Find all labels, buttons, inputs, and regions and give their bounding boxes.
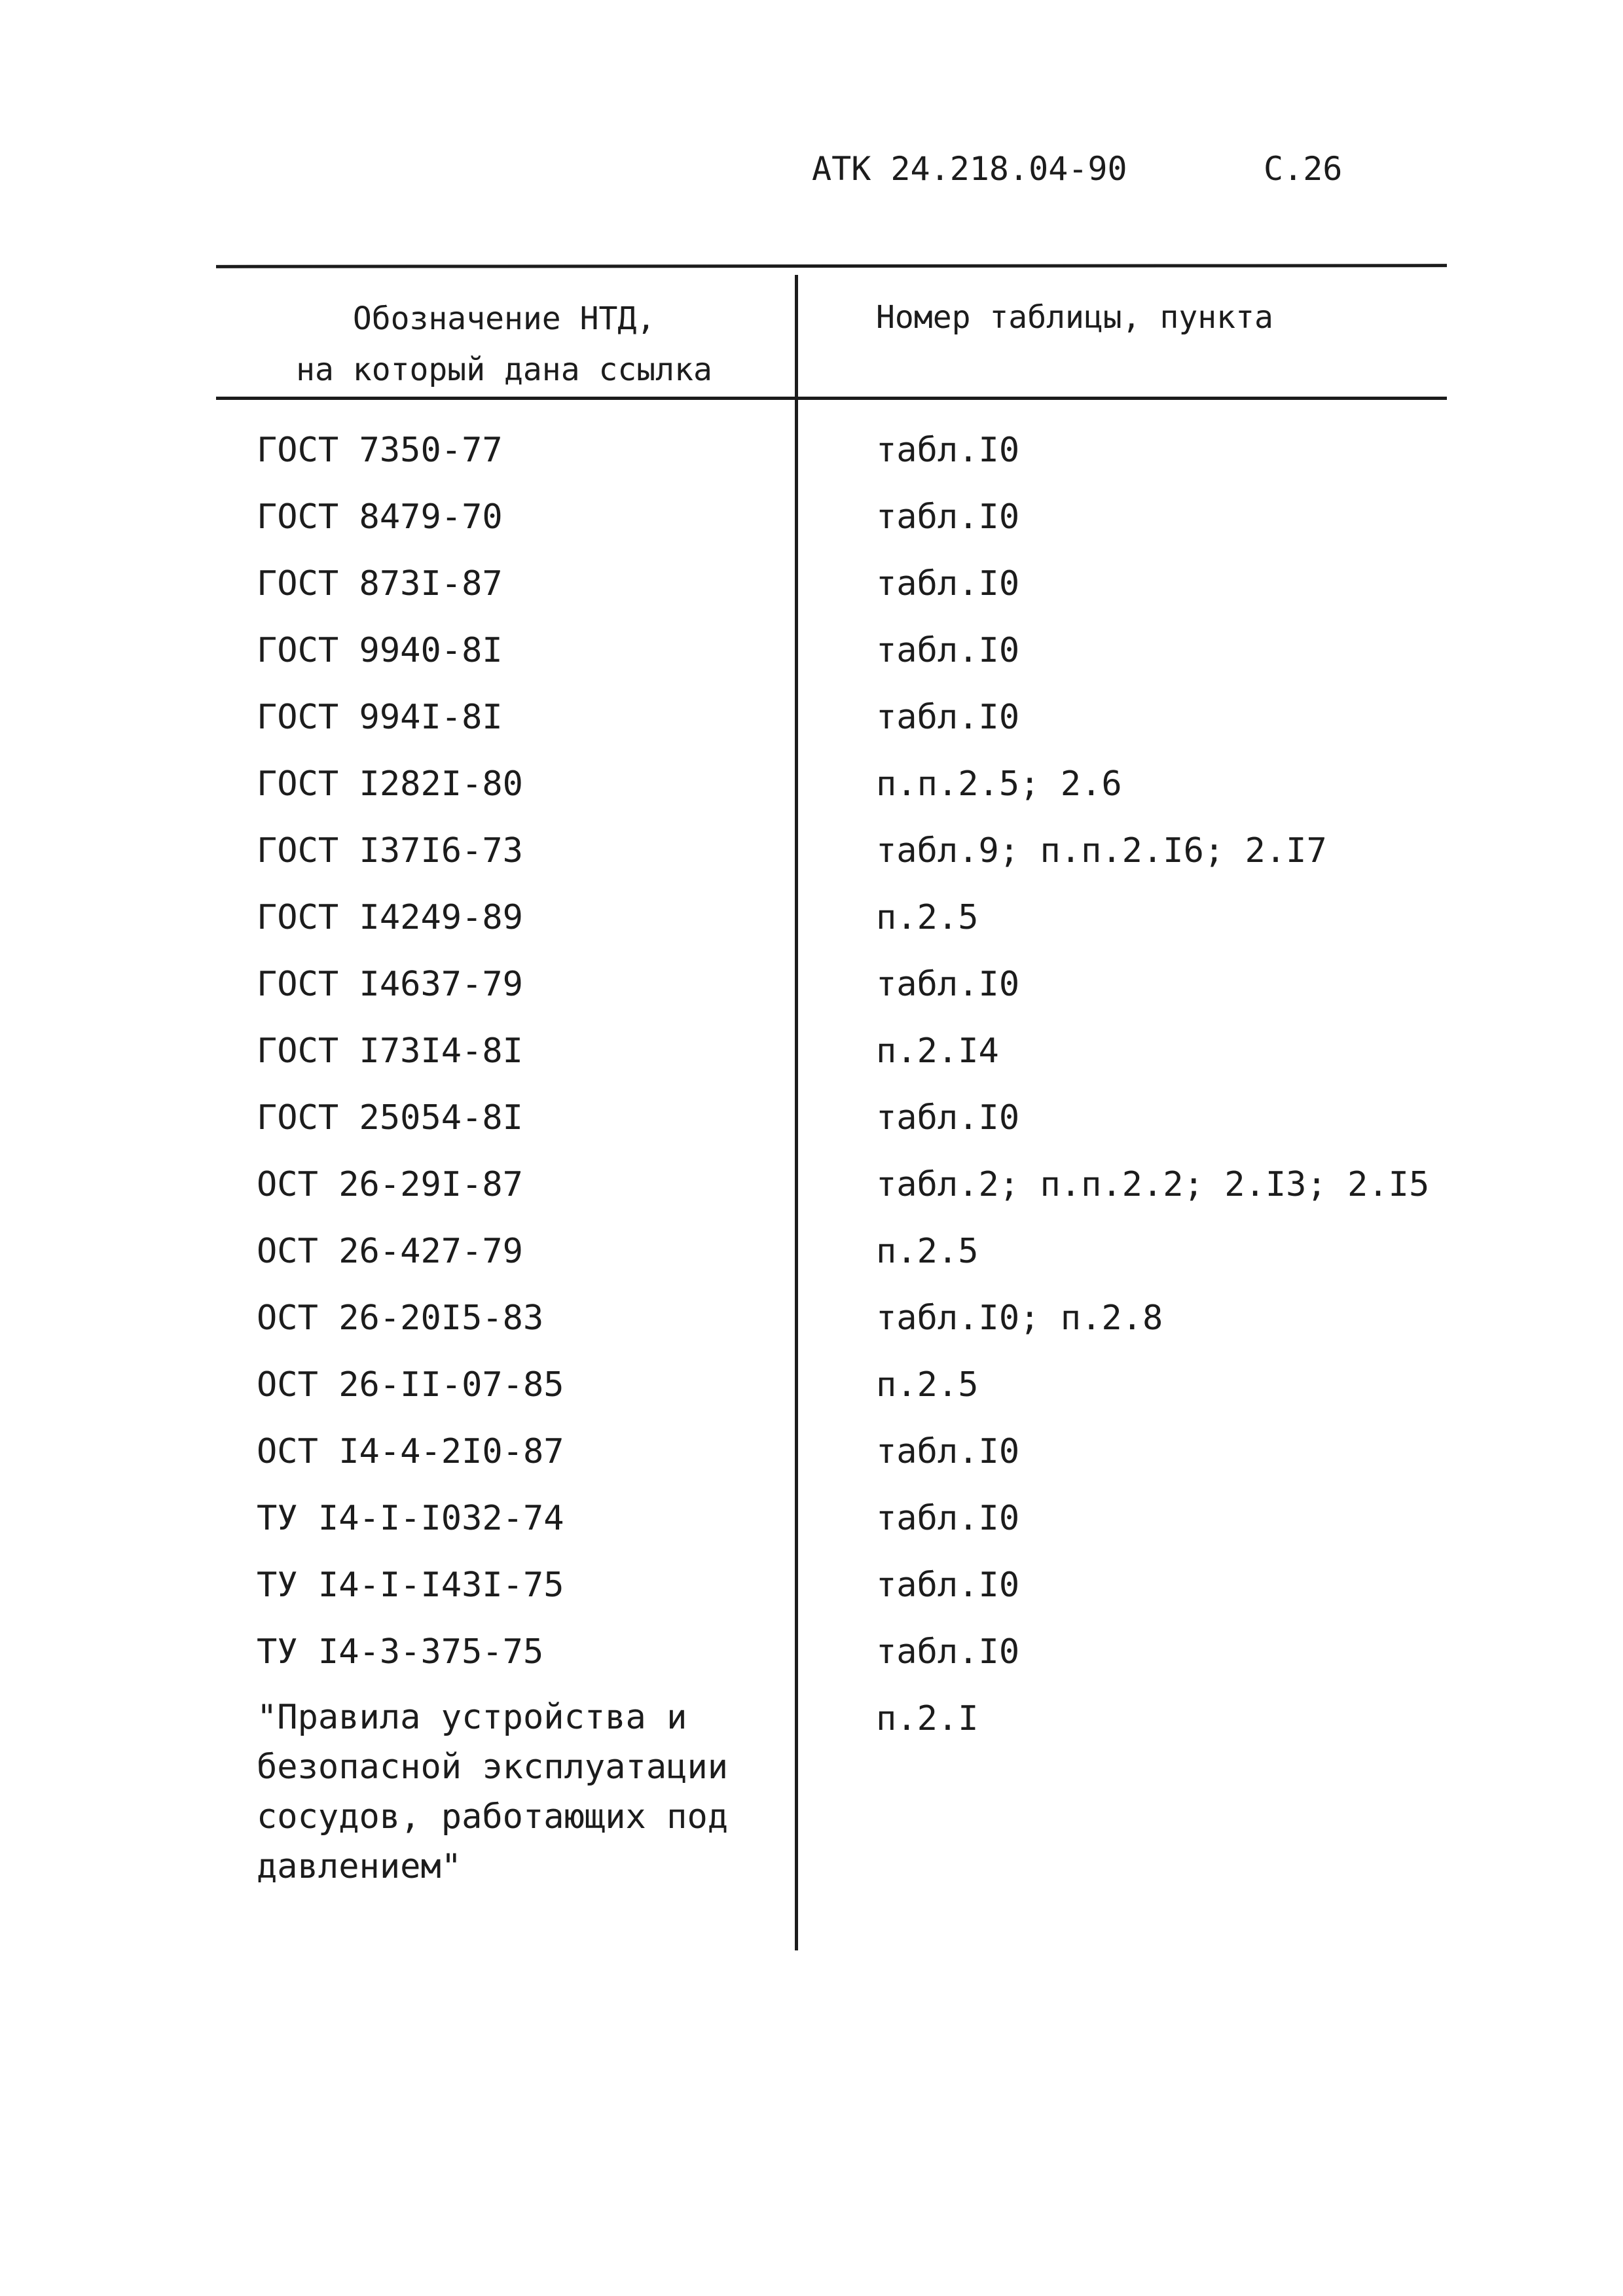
document-cell: ОСТ I4-4-2I0-87: [257, 1432, 564, 1471]
document-cell: ГОСТ 7350-77: [257, 431, 503, 470]
reference-cell: п.2.5: [876, 1365, 979, 1405]
document-cell: ГОСТ I4637-79: [257, 965, 523, 1004]
document-cell: ГОСТ I73I4-8I: [257, 1031, 523, 1071]
table-row: [0, 958, 1623, 1025]
table-row: [0, 1559, 1623, 1626]
reference-cell: табл.I0: [876, 1098, 1020, 1138]
document-cell: ГОСТ 9940-8I: [257, 631, 503, 670]
document-cell-line: "Правила устройства и: [257, 1698, 687, 1737]
table-row: [0, 1225, 1623, 1292]
document-cell: ОСТ 26-29I-87: [257, 1165, 523, 1204]
document-cell: ГОСТ 873I-87: [257, 564, 503, 603]
reference-cell: п.2.5: [876, 898, 979, 937]
reference-cell: табл.I0: [876, 631, 1020, 670]
reference-cell: табл.I0: [876, 564, 1020, 603]
table-row: [0, 825, 1623, 891]
reference-cell: табл.I0: [876, 965, 1020, 1004]
table-row: [0, 1492, 1623, 1559]
column-header-document: [236, 293, 773, 395]
reference-cell: табл.2; п.п.2.2; 2.I3; 2.I5: [876, 1165, 1430, 1204]
reference-cell: табл.I0: [876, 497, 1020, 537]
reference-cell: табл.I0; п.2.8: [876, 1299, 1163, 1338]
document-cell: ОСТ 26-II-07-85: [257, 1365, 564, 1405]
reference-cell: п.2.5: [876, 1232, 979, 1271]
column-header-reference: Номер таблицы, пункта: [876, 299, 1273, 336]
table-row: [0, 691, 1623, 758]
document-cell: ТУ I4-I-I43I-75: [257, 1566, 564, 1605]
page-number: С.26: [1264, 150, 1343, 188]
table-row: [0, 758, 1623, 825]
table-body: [0, 424, 1623, 1915]
document-cell-line: давлением": [257, 1847, 462, 1886]
document-cell: ГОСТ I4249-89: [257, 898, 523, 937]
reference-cell: п.п.2.5; 2.6: [876, 764, 1122, 804]
document-cell: ГОСТ 8479-70: [257, 497, 503, 537]
table-row: [0, 424, 1623, 491]
document-cell: ГОСТ I282I-80: [257, 764, 523, 804]
document-cell: ОСТ 26-20I5-83: [257, 1299, 544, 1338]
reference-cell: табл.I0: [876, 431, 1020, 470]
reference-cell: табл.I0: [876, 1432, 1020, 1471]
document-cell: ТУ I4-I-I032-74: [257, 1499, 564, 1538]
document-cell: ГОСТ I37I6-73: [257, 831, 523, 870]
table-row: [0, 1359, 1623, 1426]
page-header: [812, 143, 1388, 195]
table-row: [0, 891, 1623, 958]
reference-cell: п.2.I4: [876, 1031, 999, 1071]
table-row: [0, 1025, 1623, 1092]
reference-cell: табл.I0: [876, 1499, 1020, 1538]
reference-cell: табл.I0: [876, 1632, 1020, 1672]
table-row: [0, 1626, 1623, 1693]
document-cell-line: сосудов, работающих под: [257, 1797, 729, 1837]
column-header-document-line1: Обозначение НТД,: [352, 300, 656, 337]
column-header-document-line2: на который дана ссылка: [296, 351, 712, 388]
document-cell: ТУ I4-3-375-75: [257, 1632, 544, 1672]
table-row: [0, 558, 1623, 624]
table-top-rule: [216, 264, 1447, 268]
table-row: [0, 1292, 1623, 1359]
table-row: [0, 491, 1623, 558]
document-cell-line: безопасной эксплуатации: [257, 1748, 729, 1787]
table-row: [0, 1693, 1623, 1915]
document-cell: ОСТ 26-427-79: [257, 1232, 523, 1271]
reference-cell: п.2.I: [876, 1699, 979, 1738]
document-cell: ГОСТ 25054-8I: [257, 1098, 523, 1138]
reference-cell: табл.I0: [876, 698, 1020, 737]
reference-cell: табл.9; п.п.2.I6; 2.I7: [876, 831, 1327, 870]
document-code: АТК 24.218.04-90: [812, 150, 1127, 188]
reference-cell: табл.I0: [876, 1566, 1020, 1605]
table-row: [0, 1426, 1623, 1492]
document-cell: ГОСТ 994I-8I: [257, 698, 503, 737]
table-row: [0, 1092, 1623, 1158]
table-row: [0, 1158, 1623, 1225]
table-header-rule: [216, 397, 1447, 400]
table-row: [0, 624, 1623, 691]
document-cell-multiline: [257, 1693, 767, 1892]
